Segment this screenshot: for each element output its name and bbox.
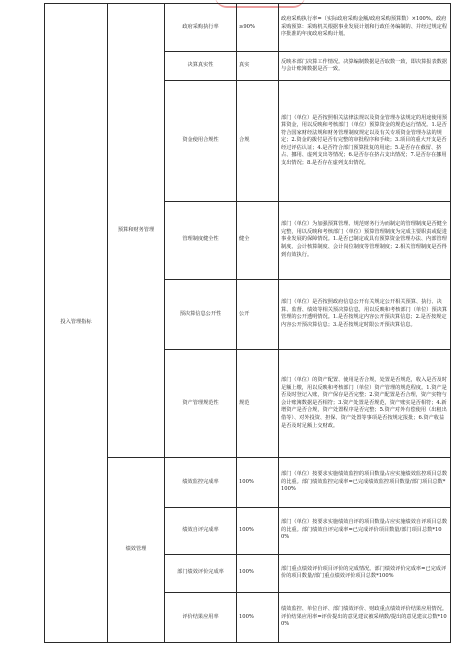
indicator-table [44, 3, 451, 643]
indicator-desc: 绩效监控、单位自评、部门绩效评价、财政重点绩效评价结果应用情况。评价结果应用率=评价提出的意见建议被采纳数/提出的意见建议总数*100% [279, 592, 451, 642]
indicator-desc: 部门（单位）是否按照相关法律法规以及资金管理办法规定的用途使用预算资金，用以反映和考核部门（单位）预算资金的规范运行情况。1.是否符合国家财经法规和财务管理制度规定以及有关专项资金管理办法的规定；2.资金的拨付是否有完整的审批程序和手续；3.项目的重大开支是否经过评估认证；4.是否符合部门预算批复的用途；5.是否存在截留、挤占、挪用、虚列支出等情况；6.是否存在挤占支出情况；7.是否存在挪用支出情况；8.是否存在虚列支出情况。 [279, 81, 451, 201]
indicator-name: 部门绩效评价完成率 [165, 554, 237, 592]
indicator-name: 管理制度健全性 [165, 201, 237, 279]
indicator-name: 资金使用合规性 [165, 81, 237, 201]
level2-indicator-cell: 绩效管理 [108, 458, 165, 643]
indicator-name: 绩效监控完成率 [165, 458, 237, 507]
indicator-desc: 部门（单位）为加强预算管理、规范财务行为而制定的管理制度是否健全完整，用以反映和考核部门（单位）预算管理制度为完成主要职责或促进事业发展的保障情况。1.是否已制定或具有预算资金管理办法、内部管理制度、会计核算制度、会计岗位制度等管理制度；2.相关管理制度是否得到有效执行。 [279, 201, 451, 279]
indicator-target: 100% [237, 507, 279, 554]
indicator-desc: 部门（单位）按要求实施绩效自评的项目数量占应实施绩效自评项目总数的比重。部门绩效自评完成率=已完成评价项目数量/部门项目总数*100% [279, 507, 451, 554]
table-row [45, 4, 451, 52]
indicator-desc: 部门（单位）是否按照政府信息公开有关规定公开相关预算、执行、决算、监督、绩效等相关预决算信息，用以反映和考核部门（单位）预决算管理的公开透明情况。1.是否按规定内容公开预决算信息；2.是否按规定内容公开预决算信息；3.是否按规定时限公开预决算信息。 [279, 279, 451, 349]
indicator-target: 100% [237, 458, 279, 507]
indicator-name: 绩效自评完成率 [165, 507, 237, 554]
indicator-desc: 部门（单位）的资产配置、使用是否合规，处置是否规范，收入是否及时足额上缴，用以反映和考核部门（单位）资产管理的规范程度。1.资产是否及时登记入账，资产保存是否完整；2.资产配置是否合理，资产实物与会计账簿数据是否相符；3.资产处置是否规范，资产账实是否相符；4.新增资产是否合规，资产处置程序是否完整；5.资产对外有偿使用（出租出借等）、对外投资、担保、资产处置等事项是否按规定报批；6.资产收益是否及时足额上交财政。 [279, 350, 451, 458]
indicator-target: 规范 [237, 350, 279, 458]
indicator-target: 合规 [237, 81, 279, 201]
indicator-desc: 部门（单位）按要求实施绩效监控的项目数量占应实施绩效监控项目总数的比重。部门绩效监控完成率=已完成绩效监控项目数量/部门项目总数*100% [279, 458, 451, 507]
indicator-target: 真实 [237, 52, 279, 81]
indicator-desc: 部门重点绩效评价项目评价的完成情况。部门绩效评价完成率=已完成评价的项目数量/部门重点绩效评价项目总数*100% [279, 554, 451, 592]
indicator-name: 政府采购执行率 [165, 4, 237, 52]
indicator-name: 决算真实性 [165, 52, 237, 81]
indicator-desc: 反映本部门决算工作情况。决算编制数据是否取数一致，即决算报表数据与会计账簿数据是否一致。 [279, 52, 451, 81]
level1-indicator-cell: 投入管理指标 [45, 4, 108, 643]
indicator-target: 100% [237, 592, 279, 642]
indicator-desc: 政府采购执行率=（实际政府采购金额/政府采购预算数）×100%。政府采购预算：采购机关根据事业发展计划和行政任务编制的、并经过规定程序批准的年度政府采购计划。 [279, 4, 451, 52]
indicator-target: 公开 [237, 279, 279, 349]
indicator-name: 资产管理规范性 [165, 350, 237, 458]
indicator-name: 预决算信息公开性 [165, 279, 237, 349]
indicator-target: 100% [237, 554, 279, 592]
indicator-name: 评价结果应用率 [165, 592, 237, 642]
indicator-target: 健全 [237, 201, 279, 279]
level2-indicator-cell: 预算和财务管理 [108, 4, 165, 458]
indicator-target: ≥90% [237, 4, 279, 52]
